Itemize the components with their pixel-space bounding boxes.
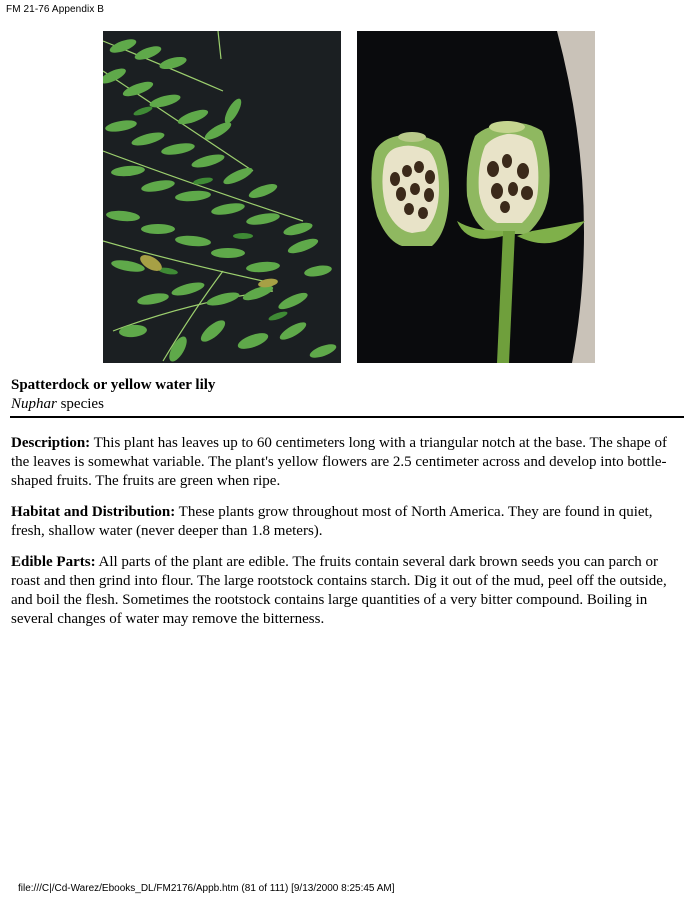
description-label: Description: <box>11 435 91 451</box>
page-footer-source: file:///C|/Cd-Warez/Ebooks_DL/FM2176/Appb.htm (81 of 111) [9/13/2000 8:25:45 AM] <box>18 883 395 894</box>
section-divider <box>10 416 684 418</box>
plant-genus-suffix: species <box>56 396 104 412</box>
running-head: FM 21-76 Appendix B <box>6 4 105 15</box>
edible-label: Edible Parts: <box>11 554 96 570</box>
plant-description-body <box>11 434 685 641</box>
habitat-label: Habitat and Distribution: <box>11 504 176 520</box>
fruit-photo <box>357 31 595 363</box>
habitat-paragraph <box>11 503 685 541</box>
edible-paragraph <box>11 553 685 629</box>
plant-genus: Nuphar <box>11 396 57 412</box>
description-paragraph <box>11 434 685 491</box>
description-text: This plant has leaves up to 60 centimeters long with a triangular notch at the base. The shape of the leaves is somewhat variable. The plant's yellow flowers are 2.5 centimeter across and develop into bottle-shaped fruits. The fruits are green when ripe. <box>11 435 667 489</box>
leaf-photo <box>103 31 341 363</box>
habitat-text: These plants grow throughout most of North America. They are found in quiet, fresh, shallow water (never deeper than 1.8 meters). <box>11 504 653 539</box>
plant-common-name: Spatterdock or yellow water lily <box>11 377 216 393</box>
edible-text: All parts of the plant are edible. The fruits contain several dark brown seeds you can parch or roast and then grind into flour. The large rootstock contains starch. Dig it out of the mud, peel off the outside, and boil the flesh. Sometimes the rootstock contains large quantities of a very bitter compound. Boiling in several changes of water may remove the bitterness. <box>11 554 667 627</box>
plant-scientific-name <box>11 395 681 414</box>
